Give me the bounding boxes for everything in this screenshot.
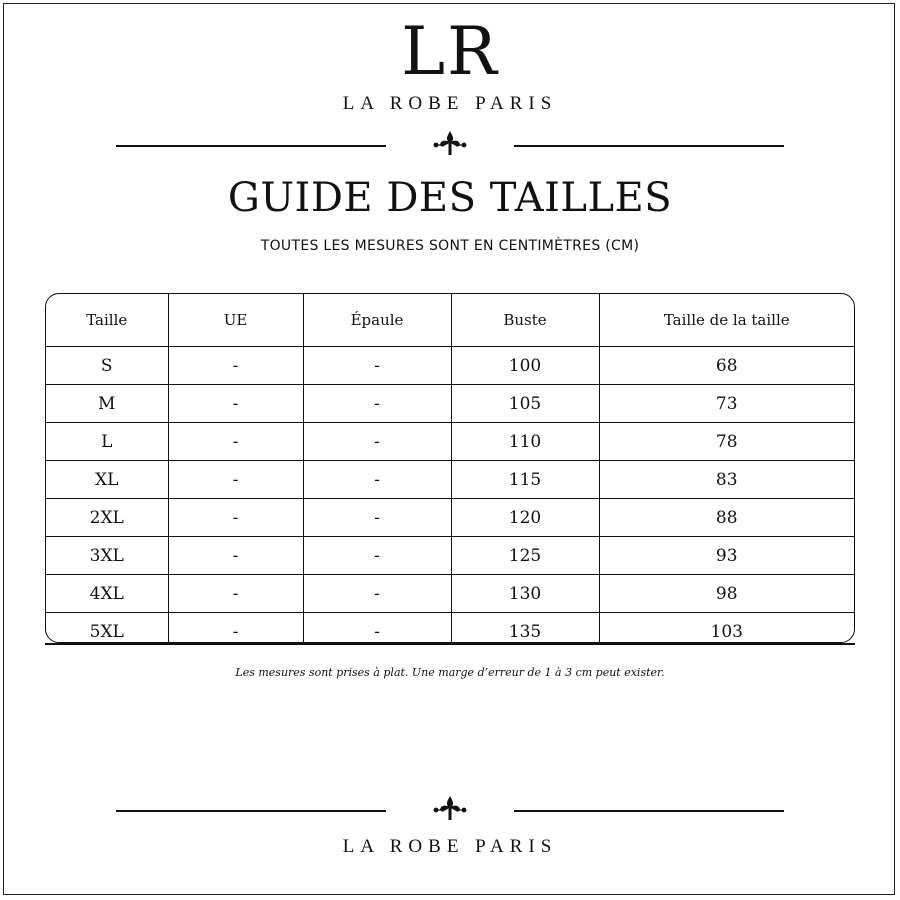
cell-taille: 68 — [599, 347, 854, 385]
table-base-line — [45, 643, 855, 645]
header-epaule: Épaule — [303, 294, 451, 347]
cell-size: S — [46, 347, 168, 385]
cell-epaule: - — [303, 423, 451, 461]
cell-ue: - — [168, 385, 303, 423]
cell-epaule: - — [303, 385, 451, 423]
cell-epaule: - — [303, 347, 451, 385]
cell-size: L — [46, 423, 168, 461]
cell-size: 2XL — [46, 499, 168, 537]
table-row — [46, 499, 854, 537]
cell-taille: 73 — [599, 385, 854, 423]
cell-taille: 103 — [599, 613, 854, 644]
cell-size: 3XL — [46, 537, 168, 575]
cell-taille: 93 — [599, 537, 854, 575]
divider-line-right — [514, 810, 784, 812]
cell-ue: - — [168, 423, 303, 461]
fleur-de-lis-ornament-icon — [430, 795, 470, 825]
cell-epaule: - — [303, 461, 451, 499]
header-taille: Taille — [46, 294, 168, 347]
cell-buste: 105 — [451, 385, 599, 423]
table-row — [46, 575, 854, 613]
table-header-row — [46, 294, 854, 347]
cell-size: M — [46, 385, 168, 423]
cell-taille: 88 — [599, 499, 854, 537]
table-row — [46, 385, 854, 423]
cell-buste: 130 — [451, 575, 599, 613]
cell-ue: - — [168, 347, 303, 385]
cell-epaule: - — [303, 613, 451, 644]
cell-buste: 100 — [451, 347, 599, 385]
cell-ue: - — [168, 499, 303, 537]
divider-top — [0, 130, 900, 160]
table-row — [46, 613, 854, 644]
divider-line-left — [116, 145, 386, 147]
cell-buste: 125 — [451, 537, 599, 575]
cell-size: 4XL — [46, 575, 168, 613]
cell-size: 5XL — [46, 613, 168, 644]
page-subtitle: TOUTES LES MESURES SONT EN CENTIMÈTRES (CM) — [260, 238, 640, 254]
cell-buste: 135 — [451, 613, 599, 644]
brand-logo: LR — [401, 13, 499, 90]
cell-ue: - — [168, 537, 303, 575]
size-table — [45, 293, 855, 643]
cell-epaule: - — [303, 499, 451, 537]
divider-line-left — [116, 810, 386, 812]
measurement-note: Les mesures sont prises à plat. Une marge d’erreur de 1 à 3 cm peut exister. — [235, 666, 665, 679]
cell-taille: 98 — [599, 575, 854, 613]
table-row — [46, 537, 854, 575]
header-taille-de-la-taille: Taille de la taille — [599, 294, 854, 347]
cell-taille: 83 — [599, 461, 854, 499]
header-buste: Buste — [451, 294, 599, 347]
table-row — [46, 423, 854, 461]
cell-buste: 110 — [451, 423, 599, 461]
header-ue: UE — [168, 294, 303, 347]
cell-ue: - — [168, 575, 303, 613]
page-title: GUIDE DES TAILLES — [227, 175, 673, 221]
cell-taille: 78 — [599, 423, 854, 461]
cell-epaule: - — [303, 537, 451, 575]
brand-name-top: LA ROBE PARIS — [342, 93, 558, 114]
brand-name-bottom: LA ROBE PARIS — [342, 836, 558, 857]
cell-ue: - — [168, 613, 303, 644]
cell-ue: - — [168, 461, 303, 499]
fleur-de-lis-ornament-icon — [430, 130, 470, 160]
cell-size: XL — [46, 461, 168, 499]
cell-buste: 115 — [451, 461, 599, 499]
divider-bottom — [0, 795, 900, 825]
cell-buste: 120 — [451, 499, 599, 537]
cell-epaule: - — [303, 575, 451, 613]
table-row — [46, 347, 854, 385]
table-row — [46, 461, 854, 499]
divider-line-right — [514, 145, 784, 147]
